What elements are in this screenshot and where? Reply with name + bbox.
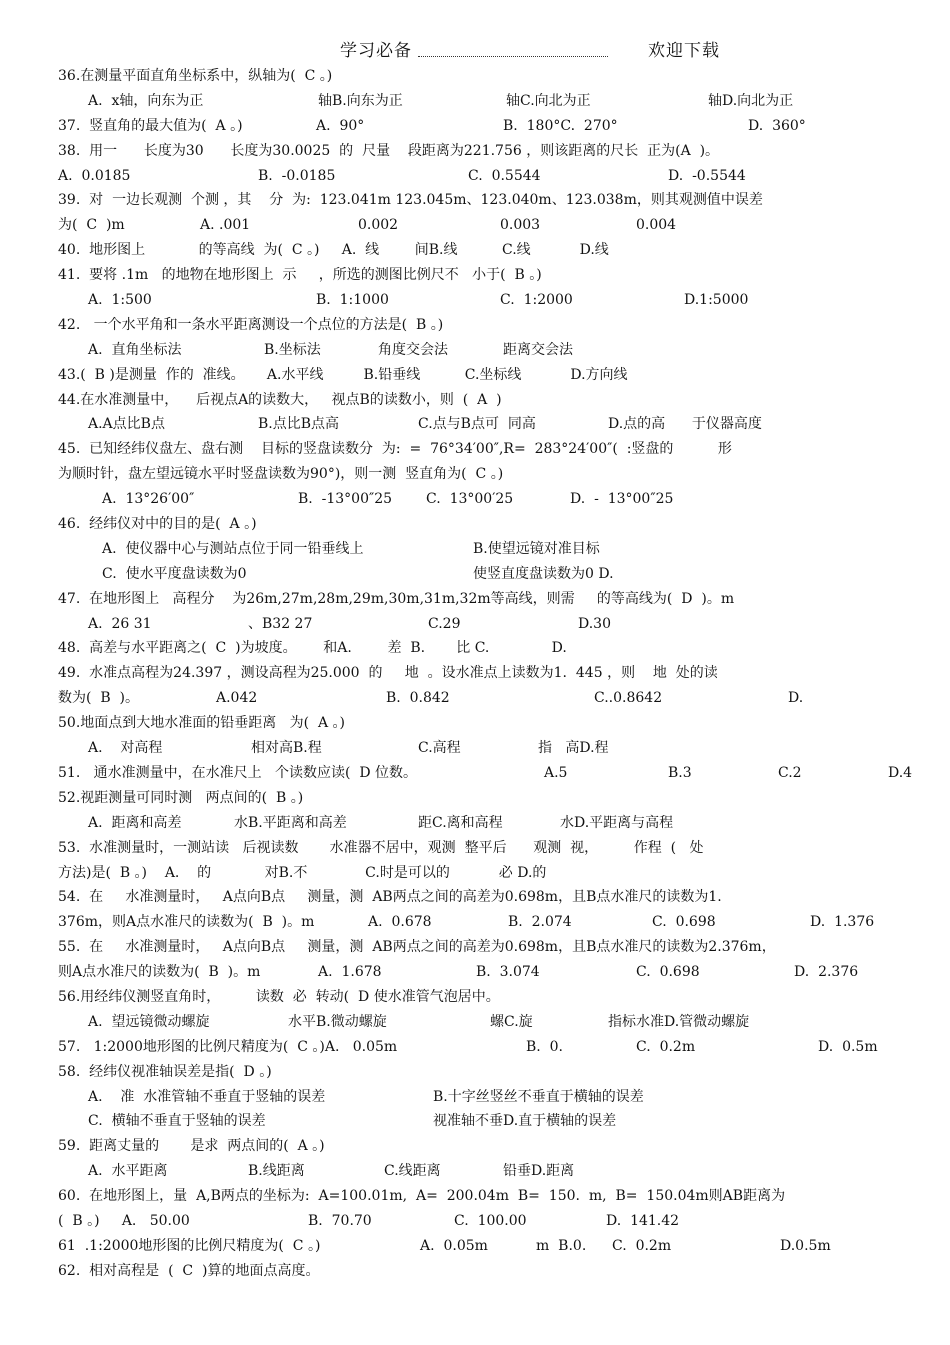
question-text-segment: 45. 已知经纬仪盘左、盘右测 目标的竖盘读数分 为: = 76°34′00″,R= 283°24′00″( :竖盘的 形 [58, 441, 732, 458]
question-text-segment: B. 70.70 [308, 1212, 372, 1229]
question-line [58, 1085, 938, 1110]
question-text-segment: 44.在水准测量中， 后视点A的读数大， 视点B的读数小，则 ( A ) [58, 391, 502, 408]
question-line [58, 537, 938, 562]
question-text-segment: 铅垂D.距离 [503, 1163, 575, 1180]
question-line [58, 238, 938, 263]
question-text-segment: 为顺时针，盘左望远镜水平时竖盘读数为90°)，则一测 竖直角为( C 。) [58, 466, 504, 483]
question-text-segment: 57. 1:2000地形图的比例尺精度为( C 。)A. 0.05m [58, 1038, 398, 1055]
question-text-segment: C..0.8642 [594, 690, 663, 707]
question-text-segment: D.30 [578, 615, 611, 632]
header-dotted-rule [418, 56, 608, 57]
question-text-segment: 方法)是( B 。) A. 的 对B.不 C.时是可以的 必 D.的 [58, 864, 547, 881]
question-text-segment: 56.用经纬仪测竖直角时， 读数 必 转动( D 使水准管气泡居中。 [58, 988, 500, 1005]
question-text-segment: A. 准 水准管轴不垂直于竖轴的误差 [88, 1088, 326, 1105]
question-text-segment: 则A点水准尺的读数为( B )。m [58, 964, 261, 981]
question-text-segment: A. 90° [316, 117, 365, 134]
question-text-segment: 角度交会法 [378, 341, 448, 358]
question-text-segment: B.3 [668, 764, 692, 781]
header-left-text: 学习必备 [340, 41, 412, 61]
question-text-segment: C.2 [778, 764, 802, 781]
question-text-segment: C. 0.2m [612, 1237, 672, 1254]
question-line [58, 388, 938, 413]
question-text-segment: D.4 [888, 764, 913, 781]
question-line [58, 935, 938, 960]
question-text-segment: 轴C.向北为正 [506, 92, 591, 109]
question-text-segment: C. 1:2000 [500, 292, 573, 309]
question-text-segment: 、B32 27 [248, 615, 313, 632]
question-text-segment: 40. 地形图上 的等高线 为( C 。) A. 线 间B.线 C.线 D.线 [58, 242, 609, 259]
question-text-segment: 42. 一个水平角和一条水平距离测设一个点位的方法是( B 。) [58, 316, 444, 333]
question-text-segment: B. 0.842 [386, 690, 450, 707]
question-text-segment: C. 0.5544 [468, 167, 541, 184]
question-line [58, 1259, 938, 1284]
question-text-segment: 43.( B )是测量 作的 准线。 A.水平线 B.铅垂线 C.坐标线 D.方向线 [58, 366, 628, 383]
question-text-segment: 46. 经纬仪对中的目的是( A 。) [58, 516, 257, 533]
question-text-segment: C. 0.698 [636, 964, 700, 981]
question-text-segment: B. 180°C. 270° [503, 117, 618, 134]
question-text-segment: 36.在测量平面直角坐标系中，纵轴为( C 。) [58, 68, 333, 84]
question-line [58, 761, 938, 786]
question-line [58, 263, 938, 288]
question-text-segment: C. 100.00 [454, 1212, 527, 1229]
question-line [58, 587, 938, 612]
question-text-segment: B. 1:1000 [316, 292, 389, 309]
question-text-segment: A.A点比B点 [88, 416, 165, 433]
question-text-segment: 58. 经纬仪视准轴误差是指( D 。) [58, 1063, 272, 1080]
question-text-segment: A.042 [216, 690, 258, 707]
question-line [58, 363, 938, 388]
header-right-text: 欢迎下载 [648, 41, 720, 61]
question-line [58, 338, 938, 363]
question-text-segment: A. 13°26′00″ [102, 491, 195, 508]
question-line [58, 836, 938, 861]
question-text-segment: B.线距离 [248, 1163, 305, 1180]
question-text-segment: D. 1.376 [810, 914, 875, 931]
question-text-segment: C. 0.2m [636, 1038, 696, 1055]
question-text-segment: A.5 [544, 764, 568, 781]
question-line [58, 686, 938, 711]
question-text-segment: ( B 。) A. 50.00 [58, 1212, 190, 1229]
question-line [58, 462, 938, 487]
question-text-segment: A. 1:500 [88, 292, 152, 309]
question-text-segment: A. 对高程 [88, 740, 163, 757]
question-line [58, 1134, 938, 1159]
question-text-segment: 视准轴不垂D.直于横轴的误差 [433, 1113, 617, 1130]
question-text-segment: 54. 在 水准测量时， A点向B点 测量，测 AB两点之间的高差为0.698m，且B点水准尺的读数为1. [58, 889, 722, 906]
question-text-segment: C.高程 [418, 740, 461, 757]
question-text-segment: C. 0.698 [652, 914, 716, 931]
question-line [58, 114, 938, 139]
question-text-segment: A. 0.678 [368, 914, 432, 931]
question-text-segment: B.坐标法 [264, 341, 321, 358]
question-text-segment: 距C.离和高程 [418, 814, 503, 831]
question-line [58, 861, 938, 886]
question-line [58, 985, 938, 1010]
question-text-segment: 相对高B.程 [251, 740, 322, 757]
question-list [58, 64, 938, 1284]
question-text-segment: 60. 在地形图上，量 A,B两点的坐标为: A=100.01m, A= 200.04m B= 150. m, B= 150.04m则AB距离为 [58, 1188, 786, 1205]
question-text-segment: C.点与B点可 同高 [418, 416, 536, 433]
question-text-segment: 41. 要将 .1m 的地物在地形图上 示 ，所选的测图比例尺不 小于( B 。) [58, 267, 542, 284]
question-line [58, 164, 938, 189]
question-text-segment: C. 横轴不垂直于竖轴的误差 [88, 1113, 266, 1130]
question-text-segment: D. -0.5544 [668, 167, 746, 184]
question-line [58, 711, 938, 736]
question-text-segment: 38. 用一 长度为30 长度为30.0025 的 尺量 段距离为221.756 ，则该距离的尺长 正为(A )。 [58, 142, 720, 159]
question-text-segment: 为( C )m [58, 217, 125, 234]
question-text-segment: C.29 [428, 615, 461, 632]
question-line [58, 1109, 938, 1134]
question-text-segment: 47. 在地形图上 高程分 为26m,27m,28m,29m,30m,31m,32m等高线，则需 的等高线为( D )。m [58, 590, 735, 607]
question-text-segment: 55. 在 水准测量时， A点向B点 测量，测 AB两点之间的高差为0.698m，且B点水准尺的读数为2.376m， [58, 939, 776, 956]
question-text-segment: 59. 距离丈量的 是求 两点间的( A 。) [58, 1138, 325, 1155]
question-line [58, 811, 938, 836]
question-text-segment: 0.003 [500, 217, 541, 234]
question-text-segment: 指标水准D.管微动螺旋 [608, 1013, 750, 1030]
question-line [58, 736, 938, 761]
question-text-segment: A. x轴，向东为正 [88, 92, 204, 109]
question-text-segment: D. 2.376 [794, 964, 859, 981]
question-line [58, 64, 938, 89]
question-text-segment: B. -13°00″25 [298, 491, 393, 508]
question-text-segment: B. 2.074 [508, 914, 572, 931]
question-text-segment: A. 0.0185 [58, 167, 131, 184]
question-line [58, 1234, 938, 1259]
question-text-segment: 数为( B )。 [58, 690, 140, 707]
question-text-segment: m B.0. [536, 1237, 587, 1254]
question-text-segment: C. 使水平度盘读数为0 [102, 565, 247, 582]
question-text-segment: B. -0.0185 [258, 167, 336, 184]
question-line [58, 612, 938, 637]
question-text-segment: D. [788, 690, 804, 707]
question-text-segment: 水B.平距离和高差 [234, 814, 347, 831]
question-text-segment: 轴D.向北为正 [708, 92, 794, 109]
question-line [58, 661, 938, 686]
page-header [0, 36, 950, 64]
question-line [58, 213, 938, 238]
question-text-segment: 指 高D.程 [538, 740, 609, 757]
question-line [58, 1035, 938, 1060]
question-text-segment: B. 0. [526, 1038, 563, 1055]
question-line [58, 1209, 938, 1234]
question-line [58, 487, 938, 512]
question-line [58, 412, 938, 437]
question-line [58, 437, 938, 462]
question-text-segment: A. 望远镜微动螺旋 [88, 1013, 210, 1030]
question-line [58, 786, 938, 811]
question-text-segment: 螺C.旋 [490, 1013, 533, 1030]
question-text-segment: 62. 相对高程是 ( C )算的地面点高度。 [58, 1262, 320, 1279]
question-text-segment: D. 141.42 [606, 1212, 680, 1229]
question-text-segment: 使竖直度盘读数为0 D. [473, 565, 614, 582]
question-line [58, 562, 938, 587]
question-line [58, 910, 938, 935]
question-line [58, 1010, 938, 1035]
question-text-segment: B.使望远镜对准目标 [473, 540, 600, 557]
question-line [58, 512, 938, 537]
question-line [58, 188, 938, 213]
question-text-segment: 53. 水准测量时，一测站读 后视读数 水准器不居中，观测 整平后 观测 视， 作程 ( 处 [58, 839, 704, 856]
question-text-segment: A. 直角坐标法 [88, 341, 182, 358]
question-line [58, 1184, 938, 1209]
question-text-segment: 39. 对 一边长观测 个测 ，其 分 为: 123.041m 123.045m、123.040m、123.038m，则其观测值中误差 [58, 192, 763, 209]
question-line [58, 1159, 938, 1184]
question-line [58, 139, 938, 164]
question-text-segment: 水平B.微动螺旋 [288, 1013, 387, 1030]
question-line [58, 89, 938, 114]
question-line [58, 960, 938, 985]
question-text-segment: 61 .1:2000地形图的比例尺精度为( C 。) [58, 1237, 321, 1254]
question-line [58, 288, 938, 313]
question-text-segment: 50.地面点到大地水准面的铅垂距离 为( A 。) [58, 715, 345, 732]
question-text-segment: C. 13°00′25 [426, 491, 514, 508]
question-text-segment: A. 0.05m [420, 1237, 488, 1254]
question-text-segment: D.1:5000 [684, 292, 749, 309]
question-text-segment: B. 3.074 [476, 964, 540, 981]
question-text-segment: D. 0.5m [818, 1038, 878, 1055]
question-line [58, 1060, 938, 1085]
question-text-segment: 0.004 [636, 217, 677, 234]
question-line [58, 636, 938, 661]
question-text-segment: 0.002 [358, 217, 399, 234]
question-text-segment: A. 26 31 [88, 615, 152, 632]
question-text-segment: 37. 竖直角的最大值为( A 。) [58, 117, 243, 134]
question-text-segment: D. - 13°00″25 [570, 491, 674, 508]
question-text-segment: 48. 高差与水平距离之( C )为坡度。 和A. 差 B. 比 C. D. [58, 640, 567, 657]
question-text-segment: A. .001 [200, 217, 251, 234]
question-text-segment: 水D.平距离与高程 [560, 814, 674, 831]
question-text-segment: C.线距离 [384, 1163, 441, 1180]
question-text-segment: 49. 水准点高程为24.397 ，测设高程为25.000 的 地 。设水准点上读数为1. 445 ，则 地 处的读 [58, 665, 718, 682]
question-text-segment: 轴B.向东为正 [318, 92, 403, 109]
question-text-segment: A. 1.678 [318, 964, 382, 981]
question-text-segment: 376m，则A点水准尺的读数为( B )。m [58, 914, 315, 931]
question-line [58, 313, 938, 338]
question-text-segment: A. 使仪器中心与测站点位于同一铅垂线上 [102, 540, 364, 557]
question-line [58, 885, 938, 910]
question-text-segment: 52.视距测量可同时测 两点间的( B 。) [58, 789, 304, 806]
question-text-segment: 51. 通水准测量中，在水准尺上 个读数应读( D 位数。 [58, 764, 418, 781]
question-text-segment: D.0.5m [780, 1237, 831, 1254]
question-text-segment: D. 360° [748, 117, 806, 134]
question-text-segment: A. 距离和高差 [88, 814, 182, 831]
question-text-segment: B.点比B点高 [258, 416, 340, 433]
question-text-segment: A. 水平距离 [88, 1163, 168, 1180]
question-text-segment: B.十字丝竖丝不垂直于横轴的误差 [433, 1088, 644, 1105]
question-text-segment: D.点的高 于仪器高度 [608, 416, 762, 433]
question-text-segment: 距离交会法 [503, 341, 573, 358]
